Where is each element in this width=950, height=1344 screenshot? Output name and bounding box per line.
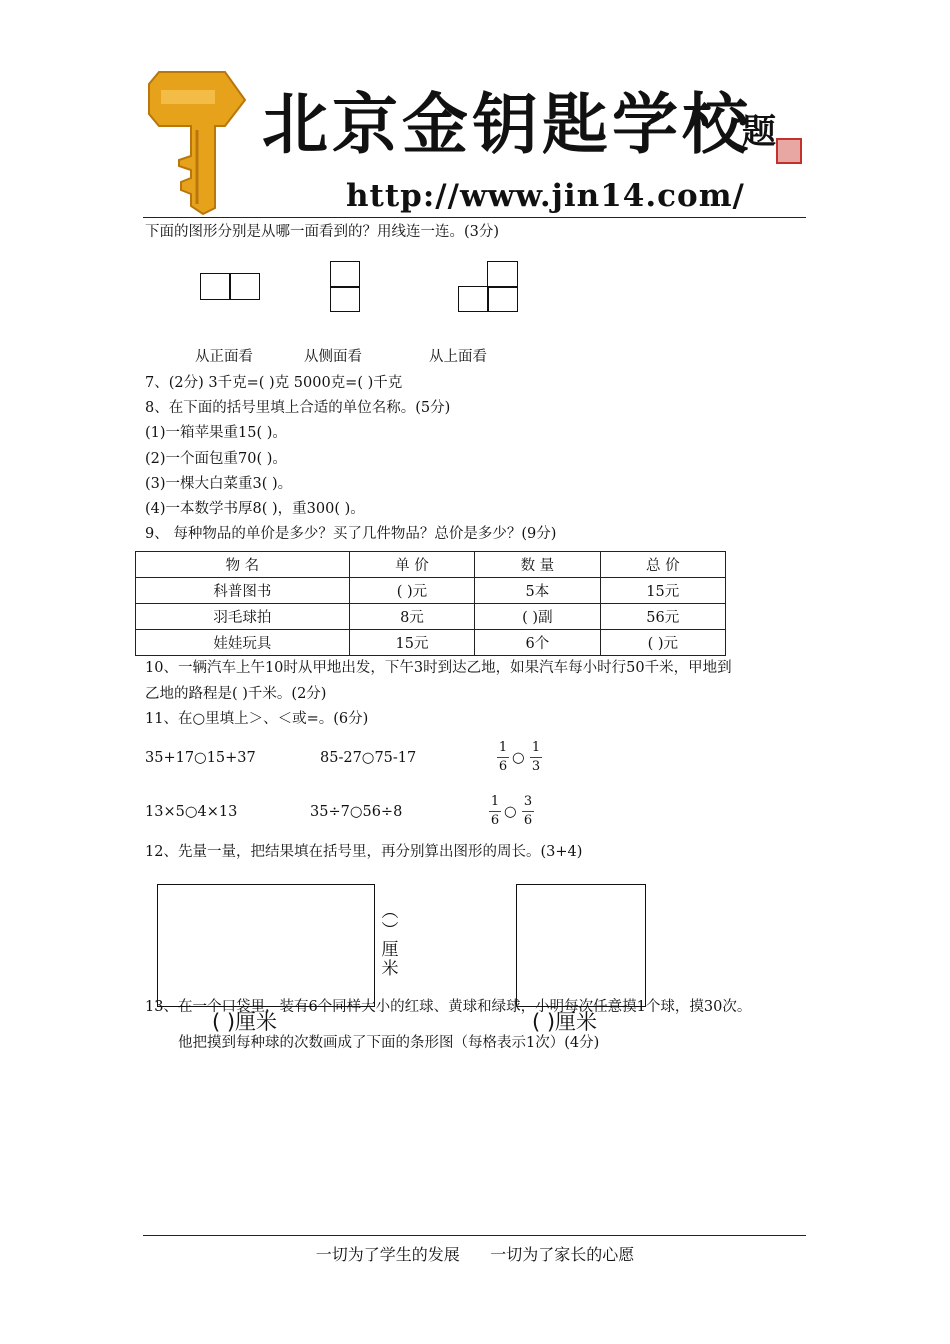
square-figure [516, 884, 646, 1007]
signature-seal [742, 104, 806, 168]
header-cell: 数 量 [475, 552, 600, 578]
view-front: 从正面看 [195, 349, 253, 365]
q11-expr-1: 35+17○15+37 [145, 750, 256, 766]
footer-motto: 一切为了学生的发展 一切为了家长的心愿 [315, 1245, 635, 1264]
table-cell: 15元 [600, 578, 725, 604]
footer-divider [143, 1235, 806, 1236]
unit-mi: 米 [381, 959, 399, 979]
square-side-label: ( )厘米 [532, 1010, 598, 1034]
q7-text: 7、(2分) 3千克=( )克 5000克=( )千克 [145, 375, 403, 391]
q12-prompt: 12、先量一量，把结果填在括号里，再分别算出图形的周长。(3+4) [145, 844, 583, 860]
table-cell: 科普图书 [136, 578, 350, 604]
compare-circle[interactable]: ○ [504, 804, 517, 820]
table-cell: ( )元 [349, 578, 474, 604]
q9-prompt: 9、 每种物品的单价是多少？买了几件物品？总价是多少？(9分) [145, 526, 557, 542]
q8-item-1: (1)一箱苹果重15( )。 [145, 425, 287, 441]
q13-line-2: 他把摸到每种球的次数画成了下面的条形图（每格表示1次）(4分) [178, 1035, 600, 1051]
shape-two-vertical [330, 261, 360, 312]
frac-den: 3 [531, 759, 541, 774]
rect-width-label: ( )厘米 [212, 1010, 278, 1034]
rectangle-figure [157, 884, 375, 1007]
q8-prompt: 8、在下面的括号里填上合适的单位名称。(5分) [145, 400, 451, 416]
table-row [136, 630, 726, 656]
shape-l-three [458, 261, 518, 312]
fraction-one-third [529, 740, 543, 775]
table-cell: 羽毛球拍 [136, 604, 350, 630]
frac-den: 6 [523, 813, 533, 828]
fraction-one-sixth [496, 740, 510, 775]
shape-two-horizontal [200, 273, 260, 300]
header-cell: 单 价 [349, 552, 474, 578]
table-header-row [136, 552, 726, 578]
q8-item-4: (4)一本数学书厚8( )，重300( )。 [145, 501, 365, 517]
school-logo-key [145, 68, 250, 216]
seal-stamp [776, 138, 802, 164]
seal-text: 题 [742, 112, 776, 152]
q6-prompt: 下面的图形分别是从哪一面看到的？用线连一连。(3分) [145, 224, 500, 240]
frac-den: 6 [498, 759, 508, 774]
frac-num: 1 [531, 740, 541, 755]
table-row [136, 604, 726, 630]
q8-item-2: (2)一个面包重70( )。 [145, 451, 287, 467]
table-cell: 5本 [475, 578, 600, 604]
frac-num: 3 [523, 794, 533, 809]
side-length-label [380, 903, 400, 979]
table-cell: ( )元 [600, 630, 725, 656]
table-cell: 娃娃玩具 [136, 630, 350, 656]
table-row [136, 578, 726, 604]
paren-open: ︵ [381, 902, 399, 922]
frac-den: 6 [490, 813, 500, 828]
table-cell: 15元 [349, 630, 474, 656]
fraction-three-sixths [521, 794, 535, 829]
q11-expr-2: 85-27○75-17 [320, 750, 417, 766]
q10-line-1: 10、一辆汽车上午10时从甲地出发，下午3时到达乙地，如果汽车每小时行50千米，甲地到 [145, 660, 732, 676]
header-divider [143, 217, 806, 218]
frac-num: 1 [490, 794, 500, 809]
paren-close: ︶ [381, 921, 399, 941]
price-table [135, 551, 726, 656]
table-cell: 8元 [349, 604, 474, 630]
q11-expr-4: 35÷7○56÷8 [310, 804, 403, 820]
view-top: 从上面看 [429, 349, 487, 365]
q11-expr-3: 13×5○4×13 [145, 804, 238, 820]
view-side: 从侧面看 [304, 349, 362, 365]
table-cell: 56元 [600, 604, 725, 630]
fraction-one-sixth [488, 794, 502, 829]
q13-line-1: 13、在一个口袋里，装有6个同样大小的红球、黄球和绿球，小明每次任意摸1个球，摸30次。 [145, 999, 752, 1015]
header-cell: 物 名 [136, 552, 350, 578]
frac-num: 1 [498, 740, 508, 755]
table-cell: 6个 [475, 630, 600, 656]
school-name: 北京金钥匙学校 [262, 85, 752, 163]
unit-li: 厘 [381, 940, 399, 960]
compare-circle[interactable]: ○ [512, 750, 525, 766]
school-url[interactable]: http://www.jin14.com/ [346, 178, 745, 214]
q8-item-3: (3)一棵大白菜重3( )。 [145, 476, 293, 492]
table-cell: ( )副 [475, 604, 600, 630]
q11-prompt: 11、在○里填上＞、＜或=。(6分) [145, 711, 369, 727]
header-cell: 总 价 [600, 552, 725, 578]
q10-line-2: 乙地的路程是( )千米。(2分) [145, 686, 327, 702]
